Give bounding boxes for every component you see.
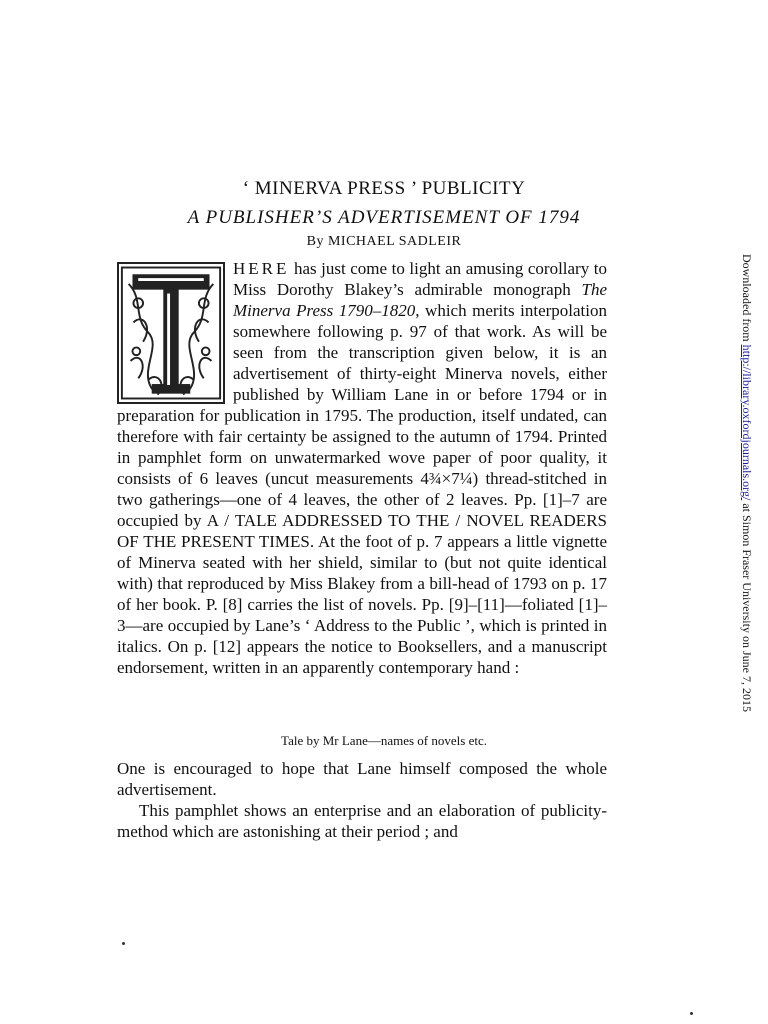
- book-title: The Minerva Press 1790–1820: [233, 280, 607, 320]
- download-notice-suffix: at Simon Fraser University on June 7, 2015: [740, 500, 754, 712]
- dropcap-ornament-icon: [119, 264, 223, 402]
- manuscript-note: Tale by Mr Lane—names of novels etc.: [281, 733, 487, 748]
- download-notice-prefix: Downloaded from: [740, 254, 754, 345]
- body-continued: [117, 758, 607, 842]
- ornamental-dropcap: [117, 262, 225, 404]
- paragraph-3: This pamphlet shows an enterprise and an elaboration of publicity-method which are astonishing at their period ; and: [117, 801, 607, 841]
- paragraph-1-text: has just come to light an amusing corollary to Miss Dorothy Blakey’s admirable monograph: [233, 259, 607, 299]
- first-word: HERE: [233, 259, 290, 278]
- paragraph-1: [117, 258, 607, 678]
- article-byline: By MICHAEL SADLEIR: [306, 234, 462, 249]
- paragraph-2: One is encouraged to hope that Lane himself composed the whole advertisement.: [117, 759, 607, 799]
- article-title: ‘ MINERVA PRESS ’ PUBLICITY: [242, 178, 526, 199]
- paragraph-1-continued: , which merits interpolation somewhere following p. 97 of that work. As will be seen from the transcription given below, it is an advertisement of thirty-eight Minerva novels, either published by William Lane in or before 1794 or in preparation for publication in 1795. The production, itself undated, can therefore with fair certainty be assigned to the autumn of 1794. Printed in pamphlet form on unwatermarked wove paper of poor quality, it consists of 6 leaves (uncut measurements 4¾×7¼) thread-stitched in two gatherings—one of 4 leaves, the other of 2 leaves. Pp. [1]–7 are occupied by A / TALE ADDRESSED TO THE / NOVEL READERS OF THE PRESENT TIMES. At the foot of p. 7 appears a little vignette of Minerva seated with her shield, similar to (but not quite identical with) that reproduced by Miss Blakey from a bill-head of 1793 on p. 17 of her book. P. [8] carries the list of novels. Pp. [9]–[11]—foliated [1]–3—are occupied by Lane’s ‘ Address to the Public ’, which is printed in italics. On p. [12] appears the notice to Booksellers, and a manuscript endorsement, written in an apparently contemporary hand :: [117, 301, 607, 677]
- stray-mark: [122, 942, 125, 945]
- download-notice: [739, 254, 754, 712]
- download-source-link[interactable]: http://library.oxfordjournals.org/: [740, 344, 754, 501]
- article-subtitle: A PUBLISHER’S ADVERTISEMENT OF 1794: [187, 207, 581, 228]
- stray-mark: [690, 1012, 693, 1015]
